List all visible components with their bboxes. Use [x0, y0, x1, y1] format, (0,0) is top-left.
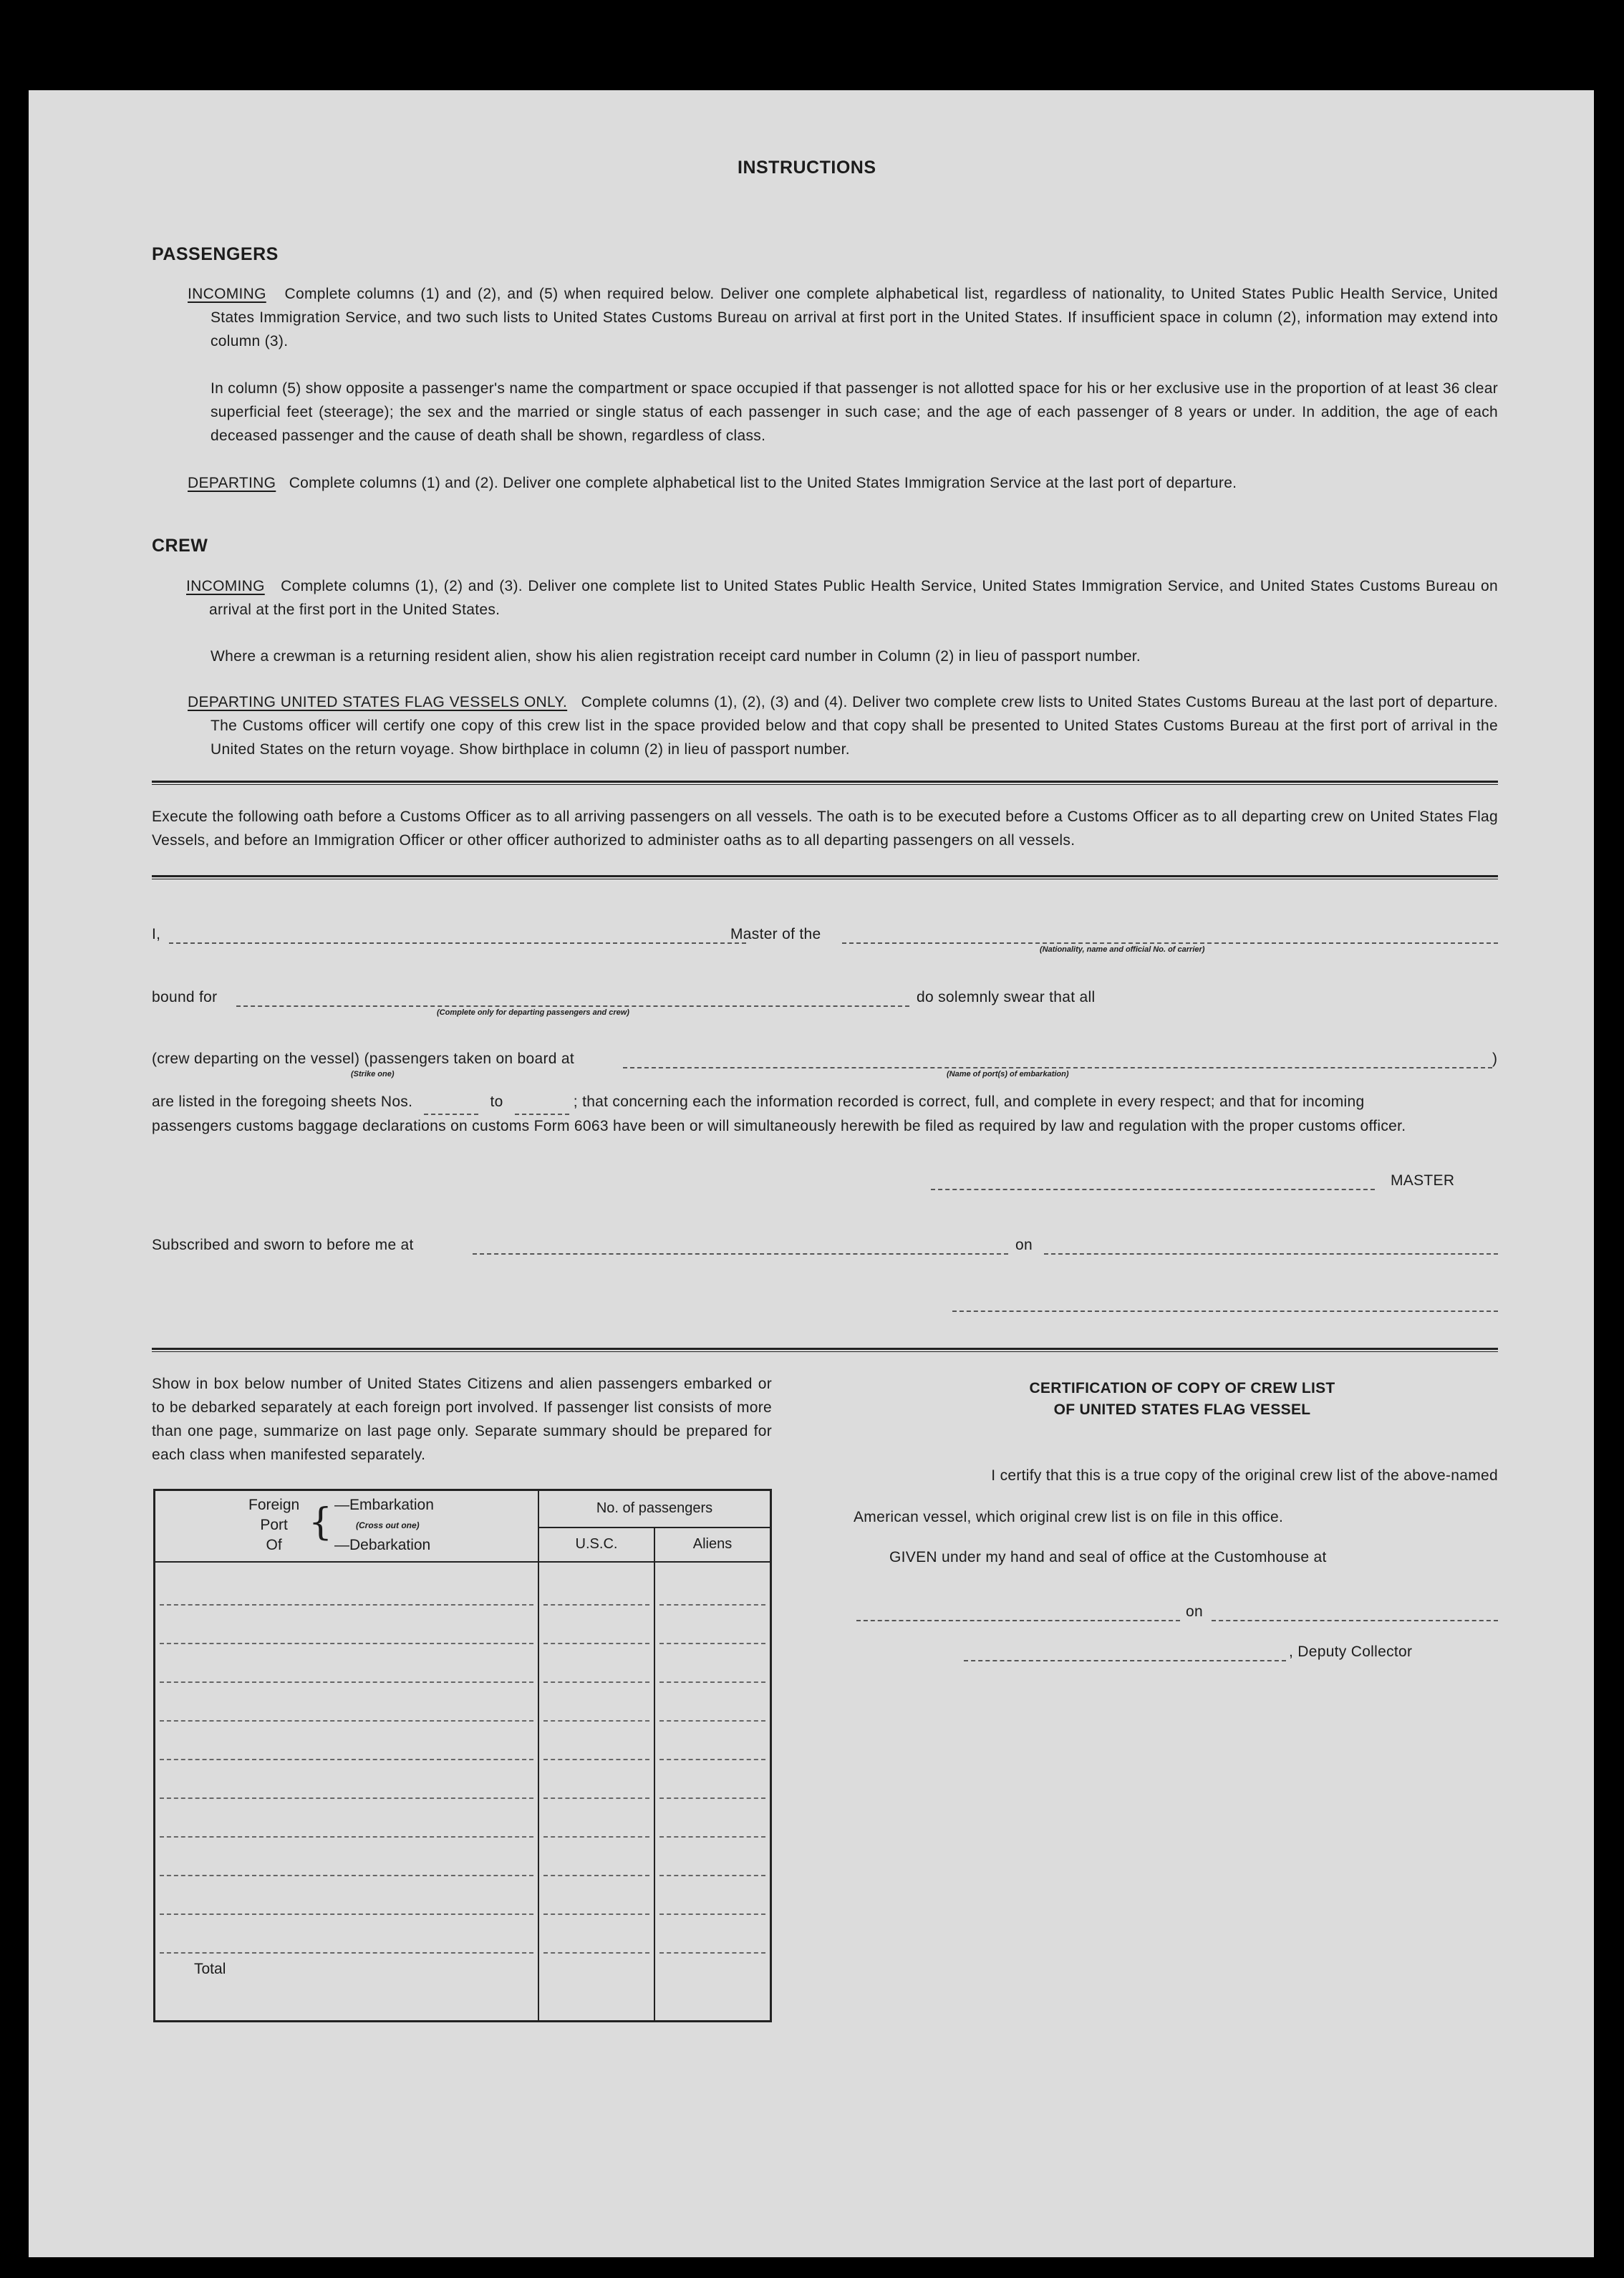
port-entry-line[interactable] — [160, 1644, 533, 1683]
certification-title-line2: OF UNITED STATES FLAG VESSEL — [1053, 1401, 1311, 1418]
usc-entry-line[interactable] — [543, 1838, 649, 1876]
deputy-signature-field[interactable] — [964, 1660, 1286, 1661]
certification-line3: GIVEN under my hand and seal of office at the Customhouse at — [889, 1549, 1327, 1565]
aliens-entry-line[interactable] — [659, 1722, 765, 1760]
port-entry-line[interactable] — [160, 1606, 533, 1644]
usc-entry-line[interactable] — [543, 1606, 649, 1644]
aliens-entry-line[interactable] — [659, 1567, 765, 1606]
passengers-incoming-paragraph — [188, 282, 1498, 353]
usc-entry-line[interactable] — [543, 1915, 649, 1954]
oath-to: to — [490, 1094, 503, 1110]
certification-title — [866, 1378, 1498, 1421]
total-label: Total — [194, 1960, 226, 1977]
oath-listed-line — [152, 1090, 1498, 1115]
aliens-column — [654, 1562, 771, 2022]
divider-rule — [152, 781, 1498, 786]
embarkation-label: —Embarkation — [334, 1497, 434, 1513]
certification-place-field[interactable] — [856, 1620, 1180, 1621]
oath-crew-passengers: (crew departing on the vessel) (passengers taken on board at — [152, 1051, 574, 1067]
embarkation-ports-field[interactable] — [623, 1067, 1492, 1068]
of-label: Of — [266, 1537, 282, 1553]
sheet-to-field[interactable] — [515, 1090, 569, 1115]
crew-resident-alien-paragraph: Where a crewman is a returning resident alien, show his alien registration receipt card number in Column (2) in lieu of passport number. — [211, 648, 1141, 665]
oath-bound-for: bound for — [152, 989, 218, 1005]
oath-master-of-the: Master of the — [730, 926, 821, 942]
usc-entry-line[interactable] — [543, 1799, 649, 1838]
carrier-field[interactable] — [842, 942, 1498, 944]
usc-entry-line[interactable] — [543, 1760, 649, 1799]
port-header-cell — [155, 1490, 539, 1562]
ports-note: (Name of port(s) of embarkation) — [947, 1070, 1069, 1078]
crew-incoming-text: Complete columns (1), (2) and (3). Deliver one complete list to United States Public Health Service, United States Immigration Service, and United States Customs Bureau on arrival at the first port in the United States. — [209, 578, 1498, 618]
aliens-entry-line[interactable] — [659, 1876, 765, 1915]
summary-instructions: Show in box below number of United States Citizens and alien passengers embarked or to be debarked separately at each foreign port involved. If passenger list consists of more than one page, summarize on last page only. Separate summary should be prepared for each class when manifested separately. — [152, 1376, 772, 1463]
port-entry-line[interactable] — [160, 1876, 533, 1915]
port-entry-line[interactable] — [160, 1760, 533, 1799]
usc-header: U.S.C. — [538, 1527, 654, 1562]
usc-entry-line[interactable] — [543, 1683, 649, 1722]
foreign-label: Foreign — [248, 1497, 300, 1513]
brace-glyph: { — [309, 1501, 333, 1544]
oath-listed-text: ; that concerning each the information recorded is correct, full, and complete in every respect; and that for incoming — [573, 1094, 1365, 1110]
officer-signature-field[interactable] — [952, 1311, 1498, 1312]
aliens-entry-line[interactable] — [659, 1838, 765, 1876]
certification-title-line1: CERTIFICATION OF COPY OF CREW LIST — [1029, 1380, 1335, 1396]
port-label: Port — [260, 1517, 288, 1533]
strike-note: (Strike one) — [351, 1070, 395, 1078]
aliens-entry-line[interactable] — [659, 1683, 765, 1722]
master-label: MASTER — [1391, 1172, 1455, 1189]
deputy-collector-label: , Deputy Collector — [1289, 1644, 1413, 1660]
aliens-entry-line[interactable] — [659, 1760, 765, 1799]
port-column — [155, 1562, 539, 2022]
oath-swear: do solemnly swear that all — [917, 989, 1096, 1005]
bound-for-note: (Complete only for departing passengers and crew) — [437, 1008, 629, 1017]
port-entry-line[interactable] — [160, 1683, 533, 1722]
crew-heading: CREW — [152, 536, 208, 556]
passengers-heading: PASSENGERS — [152, 244, 279, 264]
crew-incoming-paragraph — [186, 574, 1498, 622]
usc-entry-line[interactable] — [543, 1644, 649, 1683]
subscribed-on: on — [1015, 1237, 1033, 1253]
port-entry-line[interactable] — [160, 1838, 533, 1876]
aliens-entry-line[interactable] — [659, 1799, 765, 1838]
oath-listed-prefix: are listed in the foregoing sheets Nos. — [152, 1094, 413, 1110]
crew-departing-text: Complete columns (1), (2), (3) and (4). Deliver two complete crew lists to United States Customs Bureau at the last port of departure. The Customs officer will certify one copy of this crew list in the space provided below and that copy shall be presented to United States Customs Bureau at the first port of arrival in the United States on the return voyage. Show birthplace in column (2) in lieu of passport number. — [211, 694, 1498, 758]
passengers-incoming-label: INCOMING — [188, 286, 266, 302]
master-name-field[interactable] — [169, 942, 746, 944]
port-entry-line[interactable] — [160, 1567, 533, 1606]
usc-entry-line[interactable] — [543, 1722, 649, 1760]
crew-incoming-label: INCOMING — [186, 578, 265, 594]
bound-for-field[interactable] — [236, 1005, 909, 1007]
subscribed-label: Subscribed and sworn to before me at — [152, 1237, 414, 1253]
divider-rule — [152, 1348, 1498, 1353]
certification-line2: American vessel, which original crew list is on file in this office. — [854, 1509, 1284, 1525]
master-signature-field[interactable] — [931, 1189, 1375, 1190]
usc-entry-line[interactable] — [543, 1567, 649, 1606]
usc-entry-line[interactable] — [543, 1876, 649, 1915]
certification-date-field[interactable] — [1212, 1620, 1498, 1621]
crew-departing-label: DEPARTING UNITED STATES FLAG VESSELS ONLY. — [188, 694, 568, 710]
port-entry-line[interactable] — [160, 1799, 533, 1838]
aliens-header: Aliens — [654, 1527, 771, 1562]
passengers-column5-paragraph: In column (5) show opposite a passenger's name the compartment or space occupied if that passenger is not allotted space for his or her exclusive use in the proportion of at least 36 clear superficial feet (steerage); the sex and the married or single status of each passenger in such case; and the age of each passenger of 8 years or under. In addition, the age of each deceased passenger and the cause of death shall be shown, regardless of class. — [211, 380, 1498, 444]
page-title: INSTRUCTIONS — [738, 158, 876, 178]
passengers-departing-paragraph — [188, 471, 1498, 495]
aliens-entry-line[interactable] — [659, 1606, 765, 1644]
port-entry-line[interactable] — [160, 1915, 533, 1954]
passengers-departing-label: DEPARTING — [188, 475, 276, 491]
oath-intro: Execute the following oath before a Customs Officer as to all arriving passengers on all vessels. The oath is to be executed before a Customs Officer as to all departing crew on United States Flag Vessels, and before an Immigration Officer or other officer authorized to administer oaths as to all departing passengers on all vessels. — [152, 809, 1498, 849]
port-entry-line[interactable] — [160, 1722, 533, 1760]
aliens-entry-line[interactable] — [659, 1644, 765, 1683]
cross-out-note: (Cross out one) — [356, 1520, 420, 1530]
debarkation-label: —Debarkation — [334, 1537, 431, 1553]
close-paren: ) — [1492, 1051, 1498, 1067]
divider-rule — [152, 875, 1498, 881]
certification-line1: I certify that this is a true copy of the original crew list of the above-named — [991, 1467, 1498, 1484]
sworn-date-field[interactable] — [1044, 1253, 1498, 1255]
sworn-place-field[interactable] — [473, 1253, 1008, 1255]
oath-i-label: I, — [152, 926, 161, 942]
sheet-from-field[interactable] — [424, 1090, 478, 1115]
carrier-note: (Nationality, name and official No. of carrier) — [1040, 945, 1205, 954]
certification-on: on — [1186, 1603, 1203, 1620]
no-of-passengers-header: No. of passengers — [538, 1490, 771, 1527]
crew-departing-paragraph — [188, 690, 1498, 761]
passengers-incoming-text: Complete columns (1) and (2), and (5) when required below. Deliver one complete alphabetical list, regardless of nationality, to United States Public Health Service, United States Immigration Service, and two such lists to United States Customs Bureau on arrival at first port in the United States. If insufficient space in column (2), information may extend into column (3). — [211, 286, 1498, 349]
oath-listed-text2: passengers customs baggage declarations on customs Form 6063 have been or will simultaneously herewith be filed as required by law and regulation with the proper customs officer. — [152, 1118, 1406, 1134]
aliens-entry-line[interactable] — [659, 1915, 765, 1954]
usc-column — [538, 1562, 654, 2022]
passengers-departing-text: Complete columns (1) and (2). Deliver one complete alphabetical list to the United States Immigration Service at the last port of departure. — [289, 475, 1237, 491]
form-page — [29, 90, 1594, 2257]
passenger-summary-table — [153, 1489, 772, 2022]
